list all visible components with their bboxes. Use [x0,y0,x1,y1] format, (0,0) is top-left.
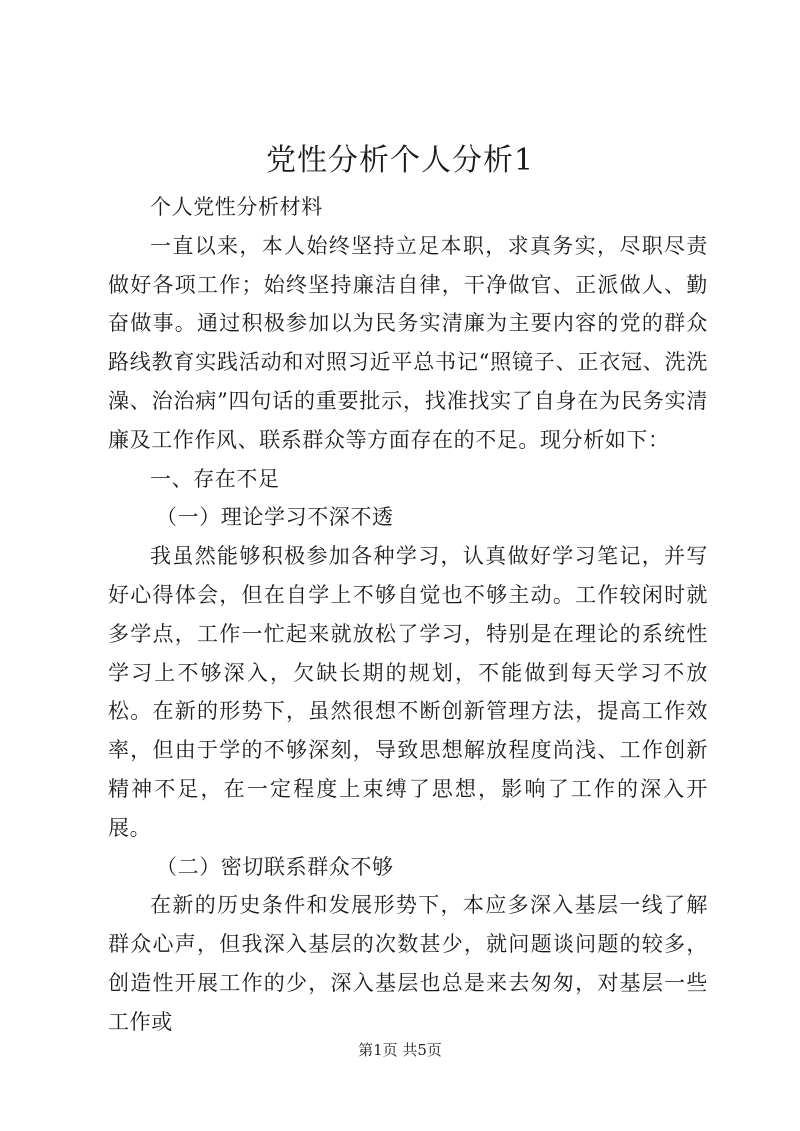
theory-study-paragraph: 我虽然能够积极参加各种学习，认真做好学习笔记，并写好心得体会，但在自学上不够自觉也不够主动。工作较闲时就多学点，工作一忙起来就放松了学习，特别是在理论的系统性学习上不够深入，欠缺长期的规划，不能做到每天学习不放松。在新的形势下，虽然很想不断创新管理方法，提高工作效率，但由于学的不够深刻，导致思想解放程度尚浅、工作创新精神不足，在一定程度上束缚了思想，影响了工作的深入开展。 [108,544,708,840]
material-heading: 个人党性分析材料 [150,195,323,219]
page-footer: 第1页 共5页 [358,1041,442,1059]
intro-paragraph: 一直以来，本人始终坚持立足本职，求真务实，尽职尽责做好各项工作；始终坚持廉洁自律，干净做官、正派做人、勤奋做事。通过积极参加以为民务实清廉为主要内容的党的群众路线教育实践活动和对照习近平总书记“照镜子、正衣冠、洗洗澡、治治病”四句话的重要批示，找准找实了自身在为民务实清廉及工作作风、联系群众等方面存在的不足。现分析如下： [108,233,708,452]
document-title: 党性分析个人分析1 [265,143,535,178]
contact-masses-paragraph: 在新的历史条件和发展形势下，本应多深入基层一线了解群众心声，但我深入基层的次数甚少，就问题谈问题的较多，创造性开展工作的少，深入基层也总是来去匆匆，对基层一些工作或 [108,893,708,1034]
document-body [108,188,708,1042]
subsection-heading-contact-masses: （二）密切联系群众不够 [156,854,394,879]
section-heading-shortcomings: 一、存在不足 [150,466,280,491]
subsection-heading-theory-study: （一）理论学习不深不透 [156,505,394,530]
